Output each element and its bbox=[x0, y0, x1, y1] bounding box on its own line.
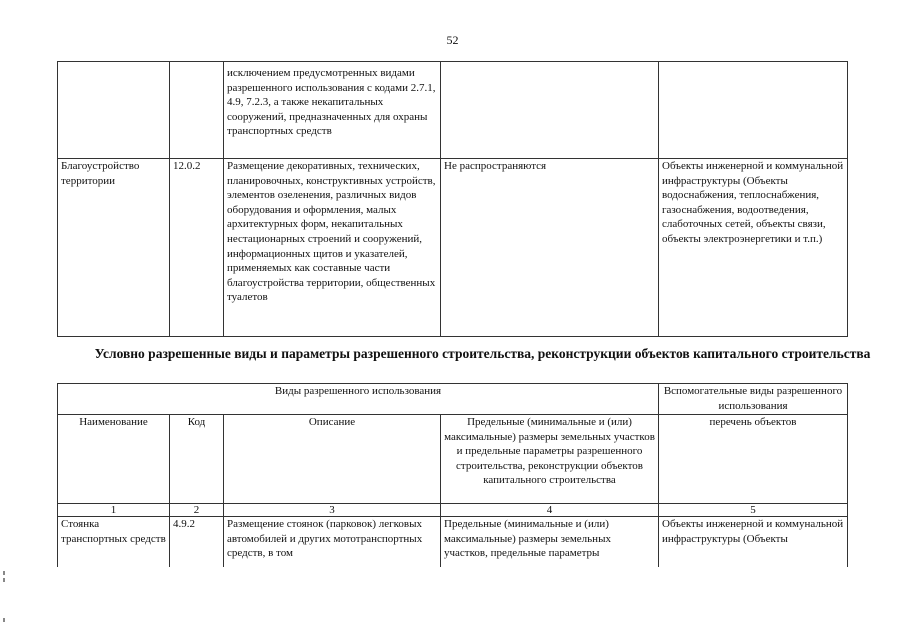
column-number: 4 bbox=[441, 504, 659, 517]
column-number: 2 bbox=[170, 504, 224, 517]
cell-code bbox=[170, 62, 224, 159]
table-header-row bbox=[58, 415, 848, 504]
cell-auxiliary: Объекты инженерной и коммунальной инфраструктуры (Объекты водоснабжения, теплоснабжения, газоснабжения, водоотведения, слаботочных сетей, объекты связи, объекты электроэнергетики и т.п.) bbox=[659, 159, 848, 337]
cell-auxiliary bbox=[659, 62, 848, 159]
conditional-land-use-table bbox=[57, 383, 848, 567]
column-number-row bbox=[58, 504, 848, 517]
section-heading: Условно разрешенные виды и параметры разрешенного строительства, реконструкции объектов капитального строительства bbox=[94, 346, 871, 361]
column-number: 1 bbox=[58, 504, 170, 517]
header-code: Код bbox=[170, 415, 224, 504]
table-row bbox=[58, 159, 848, 337]
header-parameters: Предельные (минимальные и (или) максимальные) размеры земельных участков и предельные параметры разрешенного строительства, реконструкции объектов капитального строительства bbox=[441, 415, 659, 504]
header-name: Наименование bbox=[58, 415, 170, 504]
land-use-table-continued bbox=[57, 61, 848, 337]
scan-edge-mark bbox=[3, 578, 5, 582]
cell-parameters bbox=[441, 62, 659, 159]
cell-auxiliary: Объекты инженерной и коммунальной инфраструктуры (Объекты bbox=[659, 517, 848, 568]
table-row bbox=[58, 517, 848, 568]
header-description: Описание bbox=[224, 415, 441, 504]
table-row bbox=[58, 62, 848, 159]
table-header-row bbox=[58, 384, 848, 415]
header-land-use-types: Виды разрешенного использования bbox=[58, 384, 659, 415]
cell-description: Размещение декоративных, технических, планировочных, конструктивных устройств, элементов озеленения, различных видов оборудования и оформления, малых архитектурных форм, некапитальных нестационарных строений и сооружений, информационных щитов и указателей, применяемых как составные части благоустройства территории, общественных туалетов bbox=[224, 159, 441, 337]
page-number: 52 bbox=[446, 33, 459, 47]
cell-name: Благоустройство территории bbox=[58, 159, 170, 337]
header-auxiliary: перечень объектов bbox=[659, 415, 848, 504]
scan-edge-mark bbox=[3, 618, 5, 622]
cell-description: Размещение стоянок (парковок) легковых автомобилей и других мототранспортных средств, в том bbox=[224, 517, 441, 568]
cell-code: 12.0.2 bbox=[170, 159, 224, 337]
scan-edge-mark bbox=[3, 571, 5, 575]
header-auxiliary-types: Вспомогательные виды разрешенного использования bbox=[659, 384, 848, 415]
column-number: 3 bbox=[224, 504, 441, 517]
cell-parameters: Не распространяются bbox=[441, 159, 659, 337]
cell-description: исключением предусмотренных видами разрешенного использования с кодами 2.7.1, 4.9, 7.2.3, а также некапитальных сооружений, предназначенных для охраны транспортных средств bbox=[224, 62, 441, 159]
cell-name: Стоянка транспортных средств bbox=[58, 517, 170, 568]
cell-parameters: Предельные (минимальные и (или) максимальные) размеры земельных участков, предельные параметры bbox=[441, 517, 659, 568]
cell-code: 4.9.2 bbox=[170, 517, 224, 568]
column-number: 5 bbox=[659, 504, 848, 517]
cell-name bbox=[58, 62, 170, 159]
